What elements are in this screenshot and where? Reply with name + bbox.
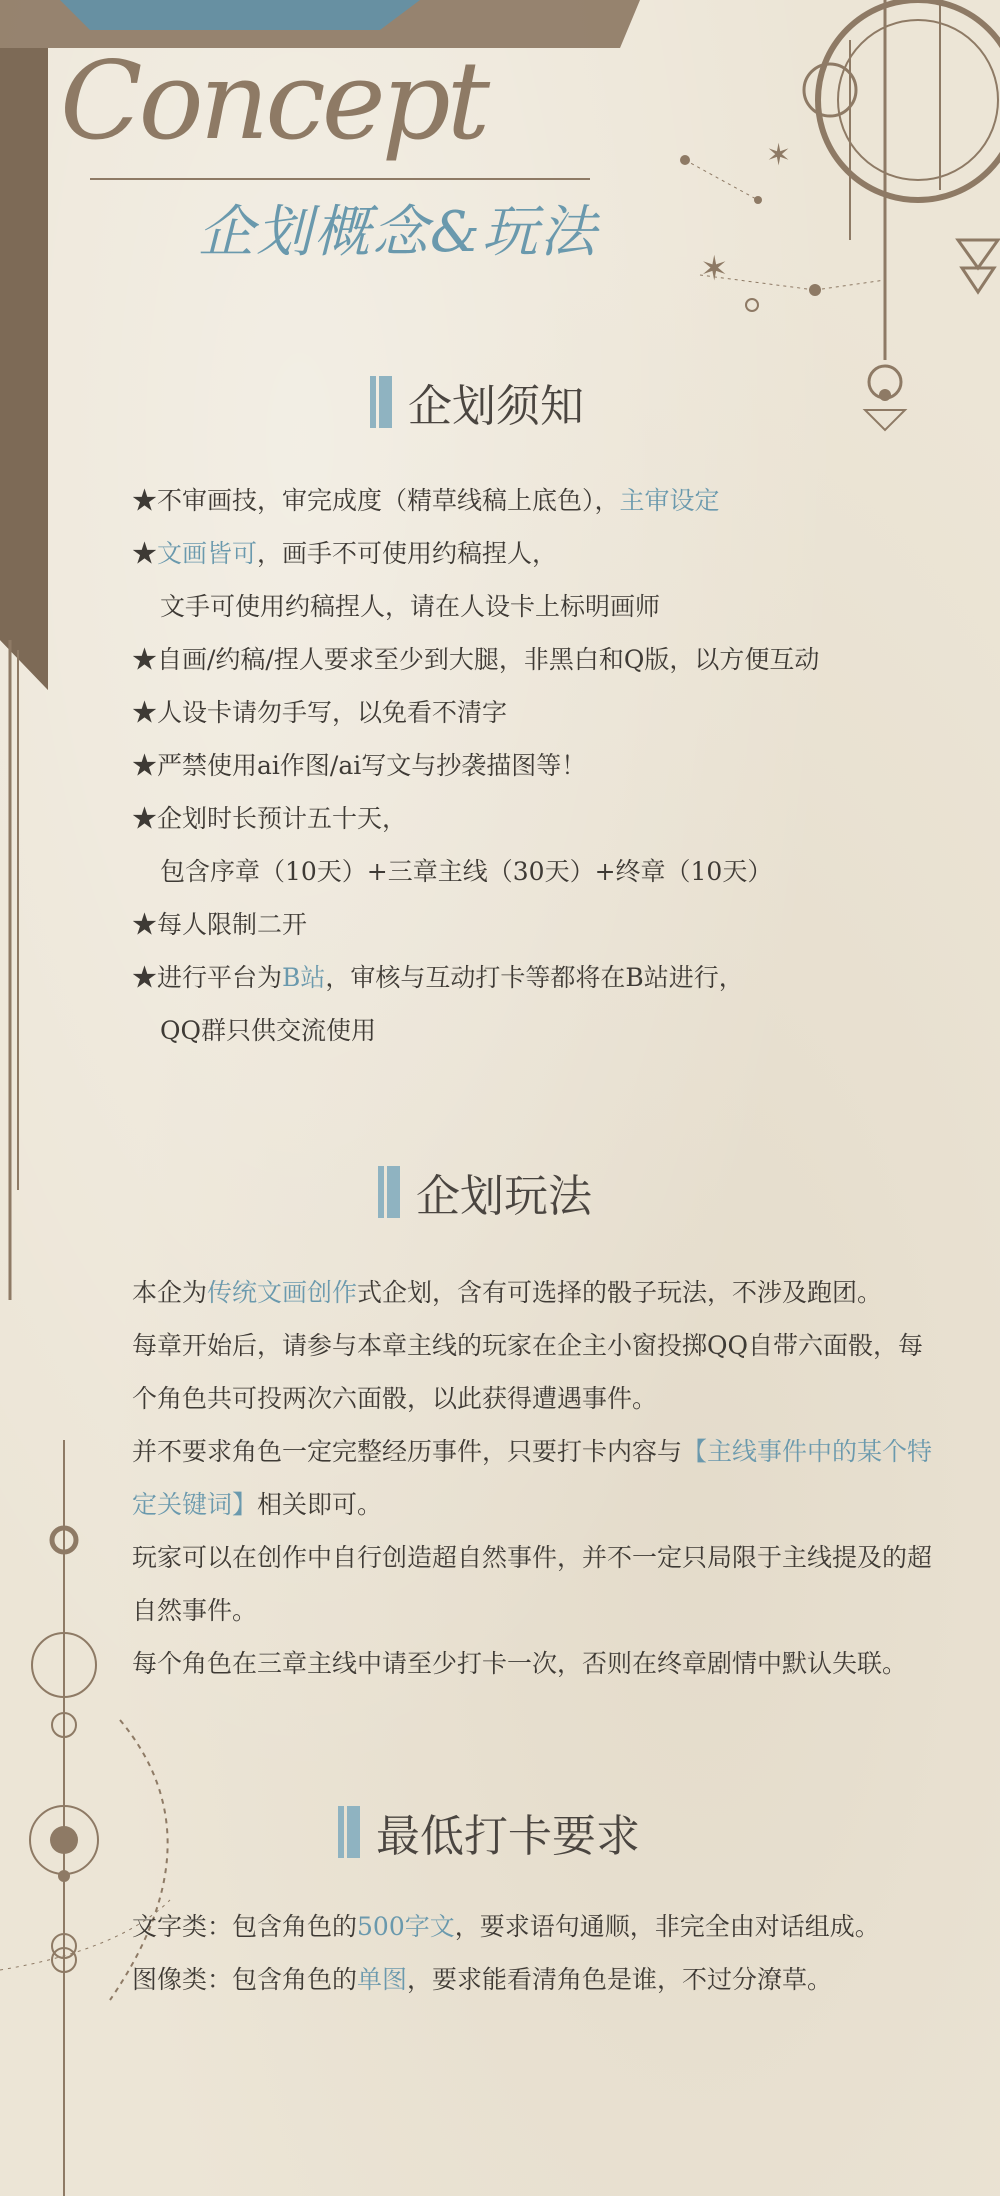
body-text: ，画手不可使用约稿捏人，: [257, 539, 558, 568]
highlight-text: 【主线事件中的某个特定关键词】: [132, 1437, 933, 1519]
concept-script-title: Concept: [60, 39, 487, 164]
body-text: ★企划时长预计五十天，: [132, 804, 408, 833]
notice-line: [132, 739, 952, 792]
body-text: ★自画/约稿/捏人要求至少到大腿，非黑白和Q版，以方便互动: [132, 645, 820, 674]
notice-line: [132, 527, 952, 580]
body-text: 相关即可。: [257, 1490, 383, 1519]
title-marker-icon: [378, 1166, 400, 1218]
gameplay-paragraphs: [132, 1266, 942, 1690]
body-text: 文手可使用约稿捏人，请在人设卡上标明画师: [160, 592, 661, 621]
body-text: ★严禁使用ai作图/ai写文与抄袭描图等！: [132, 751, 587, 780]
body-text: 式企划，含有可选择的骰子玩法，不涉及跑团。: [357, 1278, 883, 1307]
notice-line: [132, 898, 952, 951]
title-underline: [90, 178, 590, 180]
requirement-line: [132, 1900, 952, 1953]
body-text: 本企为: [132, 1278, 208, 1307]
notice-line: [132, 633, 952, 686]
body-text: 文字类：包含角色的: [132, 1912, 358, 1941]
body-text: ★不审画技，审完成度（精草线稿上底色），: [132, 486, 620, 515]
section-title-notice: [370, 370, 584, 434]
title-marker-icon: [338, 1806, 360, 1858]
section-title-gameplay: [378, 1160, 592, 1224]
body-text: 图像类：包含角色的: [132, 1965, 358, 1994]
notice-line: [132, 686, 952, 739]
highlight-text: 传统文画创作: [207, 1278, 358, 1307]
notice-line: [132, 951, 952, 1004]
body-text: ，要求语句通顺，非完全由对话组成。: [454, 1912, 880, 1941]
body-text: ★每人限制二开: [132, 910, 308, 939]
body-text: ，审核与互动打卡等都将在B站进行，: [325, 963, 744, 992]
section-title-text: 企划玩法: [416, 1171, 592, 1222]
gameplay-paragraph: [132, 1266, 942, 1319]
body-text: ★人设卡请勿手写，以免看不清字: [132, 698, 508, 727]
highlight-text: B站: [282, 963, 326, 992]
body-text: 并不要求角色一定完整经历事件，只要打卡内容与: [132, 1437, 683, 1466]
title-marker-icon: [370, 376, 392, 428]
highlight-text: 主审设定: [619, 486, 720, 515]
highlight-text: 文画皆可: [157, 539, 258, 568]
notice-line: [132, 580, 952, 633]
requirement-line: [132, 1953, 952, 2006]
body-text: 每个角色在三章主线中请至少打卡一次，否则在终章剧情中默认失联。: [132, 1649, 908, 1678]
body-text: 每章开始后，请参与本章主线的玩家在企主小窗投掷QQ自带六面骰，每个角色共可投两次六面骰，以此获得遭遇事件。: [132, 1331, 923, 1413]
notice-line: [132, 845, 952, 898]
section-title-text: 最低打卡要求: [376, 1811, 640, 1862]
gameplay-paragraph: [132, 1425, 942, 1531]
svg-text:✶: ✶: [766, 138, 792, 173]
svg-text:✶: ✶: [700, 249, 729, 289]
section-title-requirements: [338, 1800, 640, 1864]
body-text: QQ群只供交流使用: [160, 1016, 376, 1045]
highlight-text: 500字文: [357, 1912, 455, 1941]
body-text: ★: [132, 539, 158, 568]
celestial-ornament: [640, 0, 1000, 440]
notice-line: [132, 1004, 952, 1057]
notice-list: [132, 474, 952, 1057]
requirements-list: [132, 1900, 952, 2006]
gameplay-paragraph: [132, 1637, 942, 1690]
section-title-text: 企划须知: [408, 381, 584, 432]
body-text: 包含序章（10天）+三章主线（30天）+终章（10天）: [160, 857, 773, 886]
gameplay-paragraph: [132, 1319, 942, 1425]
body-text: 玩家可以在创作中自行创造超自然事件，并不一定只局限于主线提及的超自然事件。: [132, 1543, 933, 1625]
notice-line: [132, 474, 952, 527]
page-subtitle: 企划概念&玩法: [198, 200, 598, 265]
body-text: ，要求能看清角色是谁，不过分潦草。: [407, 1965, 833, 1994]
highlight-text: 单图: [357, 1965, 408, 1994]
notice-line: [132, 792, 952, 845]
body-text: ★进行平台为: [132, 963, 283, 992]
gameplay-paragraph: [132, 1531, 942, 1637]
